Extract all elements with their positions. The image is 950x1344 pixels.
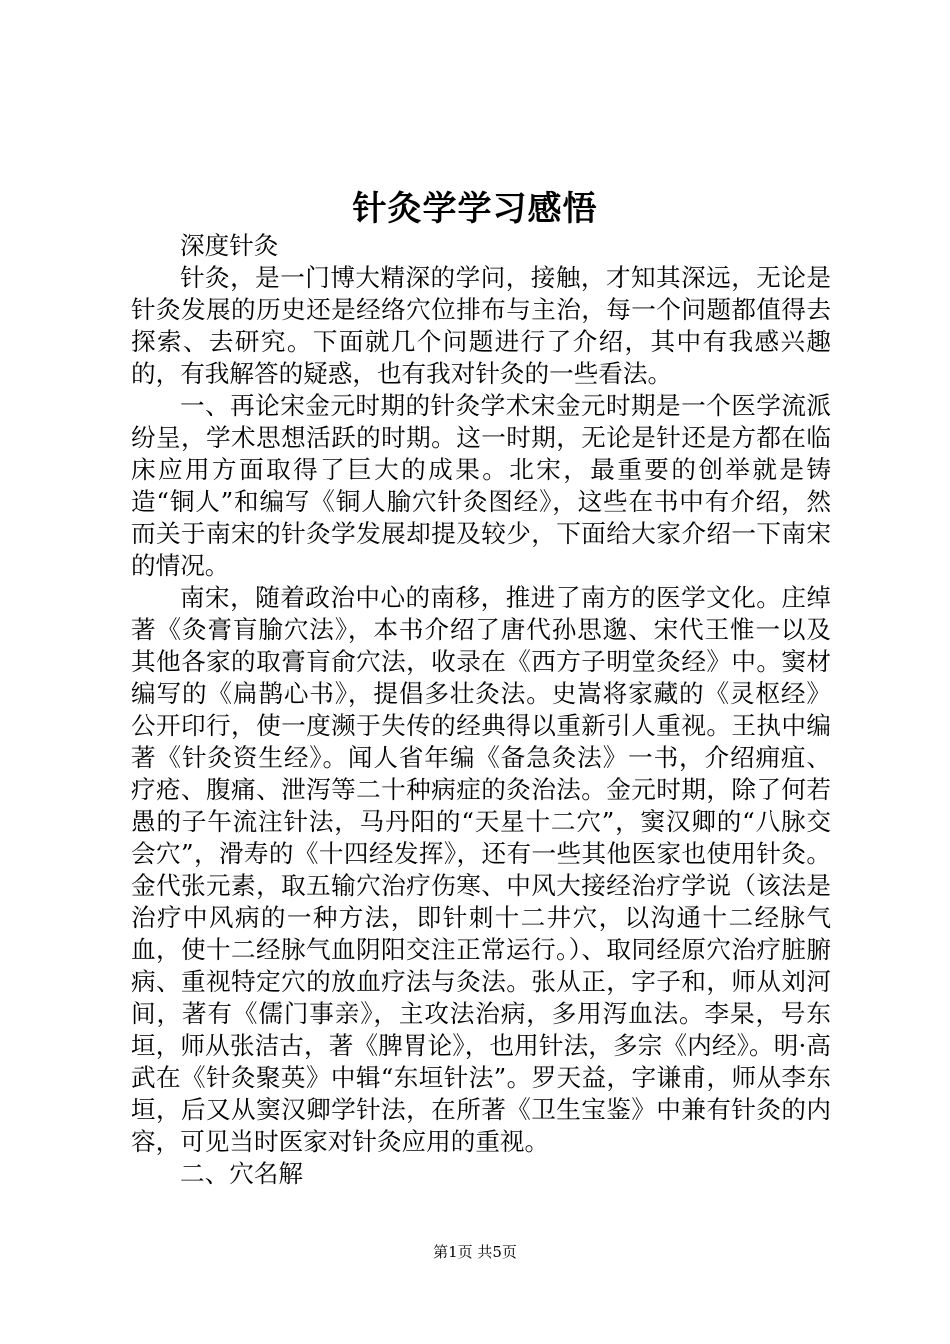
paragraph-section-two: 二、穴名解 (180, 1159, 303, 1188)
page-footer: 第1页 共5页 (433, 1243, 517, 1261)
paragraph-intro: 针灸，是一门博大精深的学问，接触，才知其深远，无论是针灸发展的历史还是经络穴位排布与主治，每一个问题都值得去探索、去研究。下面就几个问题进行了介绍，其中有我感兴趣的，有我解答的疑惑，也有我对针灸的一些看法。 (131, 263, 831, 388)
paragraph-section-one: 一、再论宋金元时期的针灸学术宋金元时期是一个医学流派纷呈，学术思想活跃的时期。这一时期，无论是针还是方都在临床应用方面取得了巨大的成果。北宋，最重要的创举就是铸造“铜人”和编写《铜人腧穴针灸图经》，这些在书中有介绍，然而关于南宋的针灸学发展却提及较少，下面给大家介绍一下南宋的情况。 (131, 391, 831, 580)
document-body (131, 230, 831, 1190)
paragraph-southern-song: 南宋，随着政治中心的南移，推进了南方的医学文化。庄绰著《灸膏肓腧穴法》，本书介绍了唐代孙思邈、宋代王惟一以及其他各家的取膏肓俞穴法，收录在《西方子明堂灸经》中。窦材编写的《扁鹊心书》，提倡多壮灸法。史嵩将家藏的《灵枢经》公开印行，使一度濒于失传的经典得以重新引人重视。王执中编著《针灸资生经》。闻人省年编《备急灸法》一书，介绍痈疽、疗疮、腹痛、泄泻等二十种病症的灸治法。金元时期，除了何若愚的子午流注针法，马丹阳的“天星十二穴”，窦汉卿的“八脉交会穴”，滑寿的《十四经发挥》，还有一些其他医家也使用针灸。金代张元素，取五输穴治疗伤寒、中风大接经治疗学说（该法是治疗中风病的一种方法，即针刺十二井穴，以沟通十二经脉气血，使十二经脉气血阴阳交注正常运行。）、取同经原穴治疗脏腑病、重视特定穴的放血疗法与灸法。张从正，字子和，师从刘河间，著有《儒门事亲》，主攻法治病，多用泻血法。李杲，号东垣，师从张洁古，著《脾胃论》，也用针法，多宗《内经》。明·高武在《针灸聚英》中辑“东垣针法”。罗天益，字谦甫，师从李东垣，后又从窦汉卿学针法，在所著《卫生宝鉴》中兼有针灸的内容，可见当时医家对针灸应用的重视。 (131, 583, 831, 1156)
page-title: 针灸学学习感悟 (352, 189, 598, 229)
paragraph-subtitle: 深度针灸 (180, 231, 279, 260)
